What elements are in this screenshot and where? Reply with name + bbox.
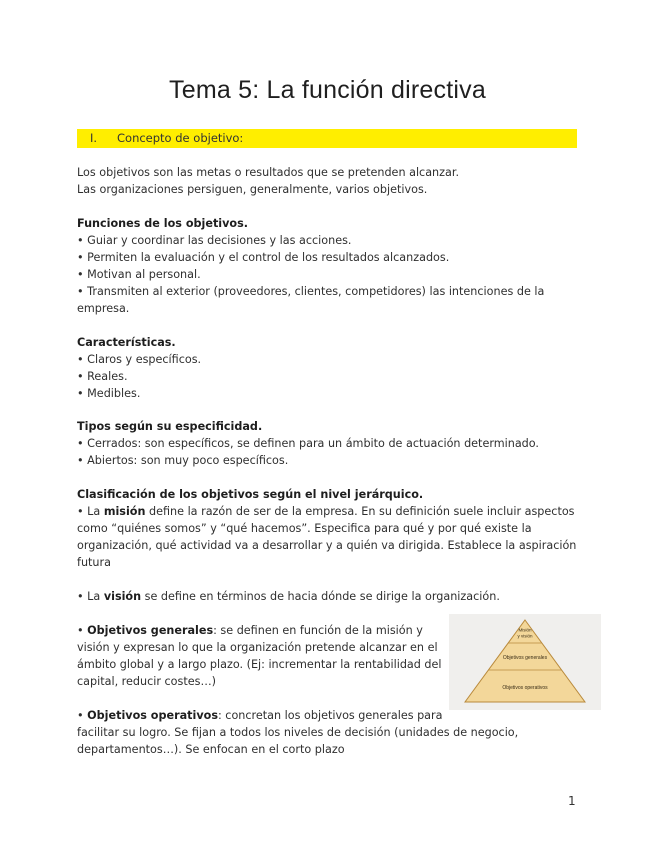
page-number: 1: [568, 794, 576, 808]
section-heading-highlight: [77, 129, 577, 148]
generales-pre: •: [77, 624, 88, 637]
page-title: Tema 5: La función directiva: [169, 76, 486, 104]
operativos-line: departamentos…). Se enfocan en el corto plazo: [77, 743, 345, 756]
clasificacion-heading: Clasificación de los objetivos según el nivel jerárquico.: [77, 488, 424, 501]
caracteristicas-item: • Reales.: [77, 370, 128, 383]
vision-post: se define en términos de hacia dónde se dirige la organización.: [141, 590, 500, 603]
caracteristicas-item: • Claros y específicos.: [77, 353, 202, 366]
funciones-item: • Guiar y coordinar las decisiones y las acciones.: [77, 234, 352, 247]
pyramid-bottom-label: Objetivos operativos: [502, 685, 548, 691]
mision-line: como “quiénes somos” y “qué hacemos”. Especifica para qué y por qué existe la: [77, 522, 532, 535]
pyramid-top-label-1: Misión: [518, 627, 532, 633]
tipos-item: • Abiertos: son muy poco específicos.: [77, 454, 289, 467]
mision-paragraph: [77, 503, 575, 520]
mision-pre: • La: [77, 505, 104, 518]
pyramid-top-label-2: y visión: [517, 633, 533, 639]
section-label: Concepto de objetivo:: [117, 131, 244, 145]
caracteristicas-heading: Características.: [77, 336, 176, 349]
vision-term: visión: [103, 590, 142, 603]
generales-line: ámbito global y a largo plazo. (Ej: incrementar la rentabilidad del: [77, 658, 442, 671]
operativos-paragraph: [77, 707, 443, 724]
objectives-pyramid-image: [449, 614, 601, 710]
intro-line: Los objetivos son las metas o resultados que se pretenden alcanzar.: [77, 166, 460, 179]
operativos-line: facilitar su logro. Se fijan a todos los niveles de decisión (unidades de negocio,: [77, 726, 519, 739]
mision-line: organización, qué actividad va a desarrollar y a quién va dirigida. Establece la aspiración: [77, 539, 577, 552]
funciones-item: • Motivan al personal.: [77, 268, 201, 281]
generales-line: visión y expresan lo que la organización pretende alcanzar en el: [77, 641, 438, 654]
mision-post: define la razón de ser de la empresa. En su definición suele incluir aspectos: [145, 505, 575, 518]
funciones-item: • Permiten la evaluación y el control de los resultados alcanzados.: [77, 251, 450, 264]
pyramid-middle-label: Objetivos generales: [502, 655, 548, 661]
mision-line: futura: [77, 556, 111, 569]
operativos-term: Objetivos operativos: [87, 709, 218, 722]
generales-line: capital, reducir costes…): [77, 675, 216, 688]
operativos-post: : concretan los objetivos generales para: [217, 709, 443, 722]
caracteristicas-item: • Medibles.: [77, 387, 141, 400]
generales-post: : se definen en función de la misión y: [213, 624, 423, 637]
generales-term: Objetivos generales: [87, 624, 214, 637]
funciones-heading: Funciones de los objetivos.: [77, 217, 249, 230]
funciones-item: empresa.: [77, 302, 130, 315]
funciones-item: • Transmiten al exterior (proveedores, clientes, competidores) las intenciones de la: [77, 285, 545, 298]
vision-paragraph: [77, 588, 500, 605]
tipos-item: • Cerrados: son específicos, se definen para un ámbito de actuación determinado.: [77, 437, 539, 450]
vision-pre: • La: [77, 590, 104, 603]
pyramid-graphic: [449, 614, 601, 710]
intro-line: Las organizaciones persiguen, generalmente, varios objetivos.: [77, 183, 428, 196]
generales-paragraph: [77, 622, 423, 639]
tipos-heading: Tipos según su especificidad.: [77, 420, 263, 433]
section-number: I.: [90, 131, 98, 145]
operativos-pre: •: [77, 709, 88, 722]
mision-term: misión: [103, 505, 146, 518]
